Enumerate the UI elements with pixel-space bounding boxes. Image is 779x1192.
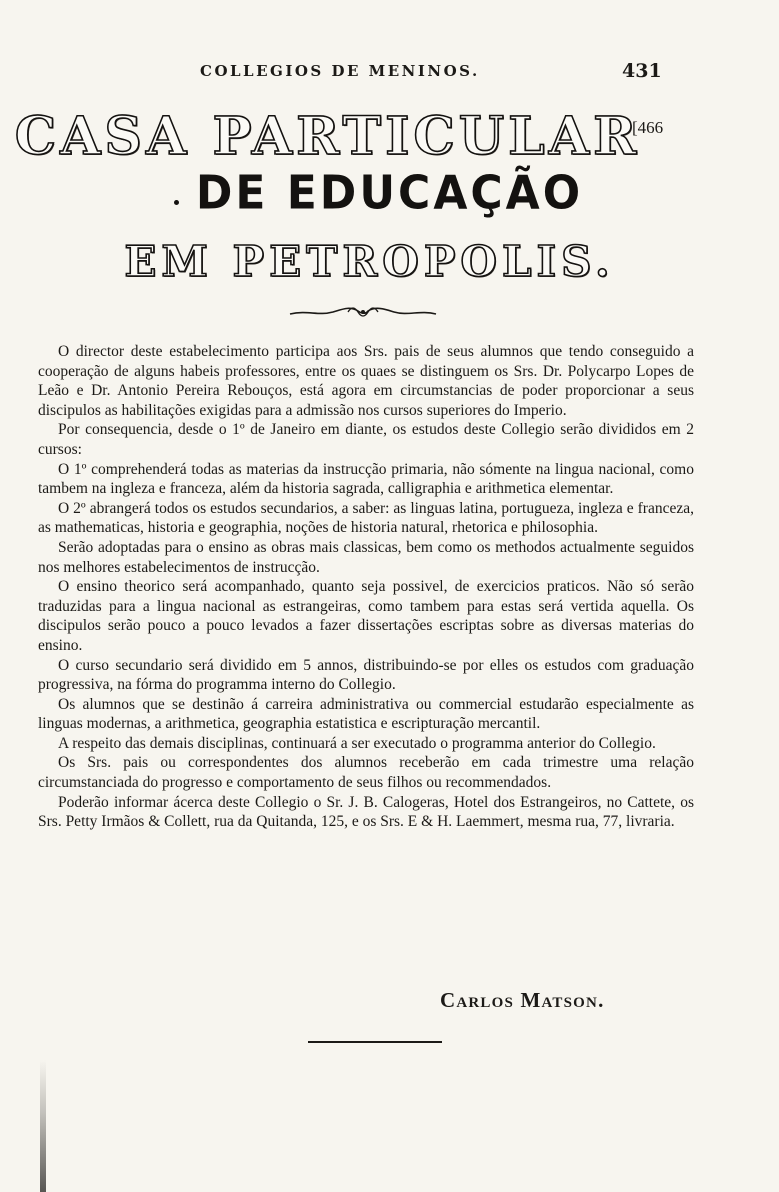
flourish-ornament — [288, 302, 438, 322]
title-line-2: DE EDUCAÇÃO — [195, 166, 584, 221]
running-head — [0, 62, 779, 86]
section-title: COLLEGIOS DE MENINOS. — [200, 62, 480, 80]
signature: Carlos Matson. — [440, 988, 605, 1012]
article-body — [38, 342, 694, 832]
paragraph-commercial: Os alumnos que se destinão á carreira administrativa ou commercial estudarão especialmente as linguas modernas, a arithmetica, geographia estatistica e escripturação mercantil. — [38, 695, 694, 733]
paragraph-reports: Os Srs. pais ou correspondentes dos alumnos receberão em cada trimestre uma relação circumstanciada do progresso e comportamento de seus filhos ou recommendados. — [38, 754, 694, 792]
binding-shadow — [40, 1060, 46, 1192]
paragraph-references: Poderão informar ácerca deste Collegio o Sr. J. B. Calogeras, Hotel dos Estrangeiros, no Cattete, os Srs. Petty Irmãos & Collett, rua da Quitanda, 125, e os Srs. E & H. Laemmert, mesma rua, 77, livraria. — [38, 793, 694, 831]
paragraph-intro: O director deste estabelecimento participa aos Srs. pais de seus alumnos que tendo conseguido a cooperação de alguns habeis professores, entre os quaes se distinguem os Srs. Dr. Polycarpo Lopes de Leão e Dr. Antonio Pereira Rebouços, está agora em circumstancias de poder proporcionar a seus discipulos as habilitações exigidas para a admissão nos cursos superiores do Imperio. — [38, 343, 694, 419]
title-line-1: CASA PARTICULAR — [14, 106, 641, 167]
margin-reference: [466 — [632, 118, 664, 137]
paragraph-other-disciplines: A respeito das demais disciplinas, continuará a ser executado o programma anterior do Collegio. — [58, 734, 656, 752]
page-number: 431 — [622, 60, 662, 82]
paragraph-methods: Serão adoptadas para o ensino as obras mais classicas, bem como os methodos actualmente seguidos nos melhores estabelecimentos de instrucção. — [38, 538, 694, 576]
paragraph-teaching: O ensino theorico será acompanhado, quanto seja possivel, de exercicios praticos. Não só serão traduzidas para a lingua nacional as estrangeiras, como tambem para estas será vertida aquella. Os discipulos serão pouco a pouco levados a fazer dissertações escriptas sobre as diversas materias do ensino. — [38, 578, 694, 654]
paragraph-first-course: O 1º comprehenderá todas as materias da instrucção primaria, não sómente na lingua nacional, como tambem na ingleza e franceza, além da historia sagrada, calligraphia e arithmetica elementar. — [38, 460, 694, 498]
title-line-3: EM PETROPOLIS. — [124, 237, 615, 286]
paragraph-secondary-years: O curso secundario será dividido em 5 annos, distribuindo-se por elles os estudos com graduação progressiva, na fórma do programma interno do Collegio. — [38, 656, 694, 694]
end-rule — [308, 1041, 442, 1043]
paragraph-second-course: O 2º abrangerá todos os estudos secundarios, a saber: as linguas latina, portugueza, ingleza e franceza, as mathematicas, historia e geographia, noções de historia natural, rhetorica e philosophia. — [38, 499, 694, 537]
paragraph-courses: Por consequencia, desde o 1º de Janeiro em diante, os estudos deste Collegio serão divididos em 2 cursos: — [38, 421, 694, 458]
